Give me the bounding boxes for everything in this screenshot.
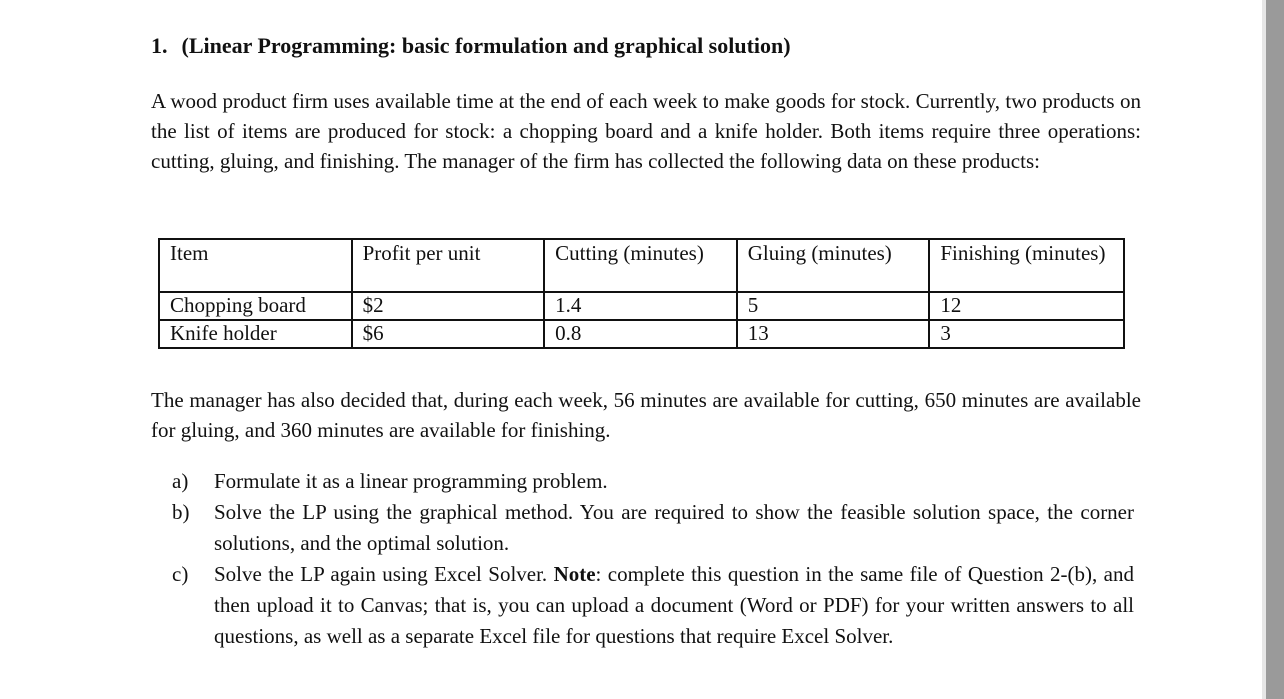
list-marker: a) xyxy=(172,469,189,493)
table-header-cell: Cutting (minutes) xyxy=(544,239,737,292)
table-cell: 0.8 xyxy=(544,320,737,348)
list-marker: c) xyxy=(172,562,189,586)
table-cell: 12 xyxy=(929,292,1124,320)
table-header-cell: Finishing (minutes) xyxy=(929,239,1124,292)
list-item xyxy=(172,559,1134,652)
task-list xyxy=(172,466,1134,652)
table-cell: 5 xyxy=(737,292,930,320)
table-header-cell: Item xyxy=(159,239,352,292)
task-text-before: Solve the LP again using Excel Solver. xyxy=(214,562,554,586)
question-title xyxy=(151,33,791,59)
table-row xyxy=(159,292,1124,320)
question-heading: (Linear Programming: basic formulation and graphical solution) xyxy=(181,33,791,58)
task-text: Formulate it as a linear programming problem. xyxy=(214,469,608,493)
table-cell: Knife holder xyxy=(159,320,352,348)
table-header-row xyxy=(159,239,1124,292)
constraints-paragraph: The manager has also decided that, during each week, 56 minutes are available for cutting, 650 minutes are available for gluing, and 360 minutes are available for finishing. xyxy=(151,388,1141,442)
table-cell: 1.4 xyxy=(544,292,737,320)
list-item xyxy=(172,466,1134,497)
table-cell: Chopping board xyxy=(159,292,352,320)
intro-paragraph: A wood product firm uses available time at the end of each week to make goods for stock. Currently, two products on the list of items are produced for stock: a chopping board and a knife holder. Both items require three operations: cutting, gluing, and finishing. The manager of the firm has collected the following data on these products: xyxy=(151,89,1141,173)
scrollbar-track[interactable] xyxy=(1266,0,1284,699)
table-cell: $6 xyxy=(352,320,544,348)
table-row xyxy=(159,320,1124,348)
question-number: 1. xyxy=(151,33,168,58)
table-cell: 3 xyxy=(929,320,1124,348)
table-cell: 13 xyxy=(737,320,930,348)
list-marker: b) xyxy=(172,500,190,524)
table-cell: $2 xyxy=(352,292,544,320)
list-item xyxy=(172,497,1134,559)
task-text xyxy=(214,559,1134,652)
task-text: Solve the LP using the graphical method. You are required to show the feasible solution space, the corner solutions, and the optimal solution. xyxy=(214,500,1134,555)
task-text-after: : complete this question in the same file of Question 2-(b), and then upload it to Canvas; that is, you can upload a document (Word or PDF) for your written answers to all questions, as well as a separate Excel file for questions that require Excel Solver. xyxy=(214,562,1134,648)
table-header-cell: Profit per unit xyxy=(352,239,544,292)
note-label: Note xyxy=(553,562,596,586)
table-header-cell: Gluing (minutes) xyxy=(737,239,930,292)
product-data-table xyxy=(158,238,1125,349)
